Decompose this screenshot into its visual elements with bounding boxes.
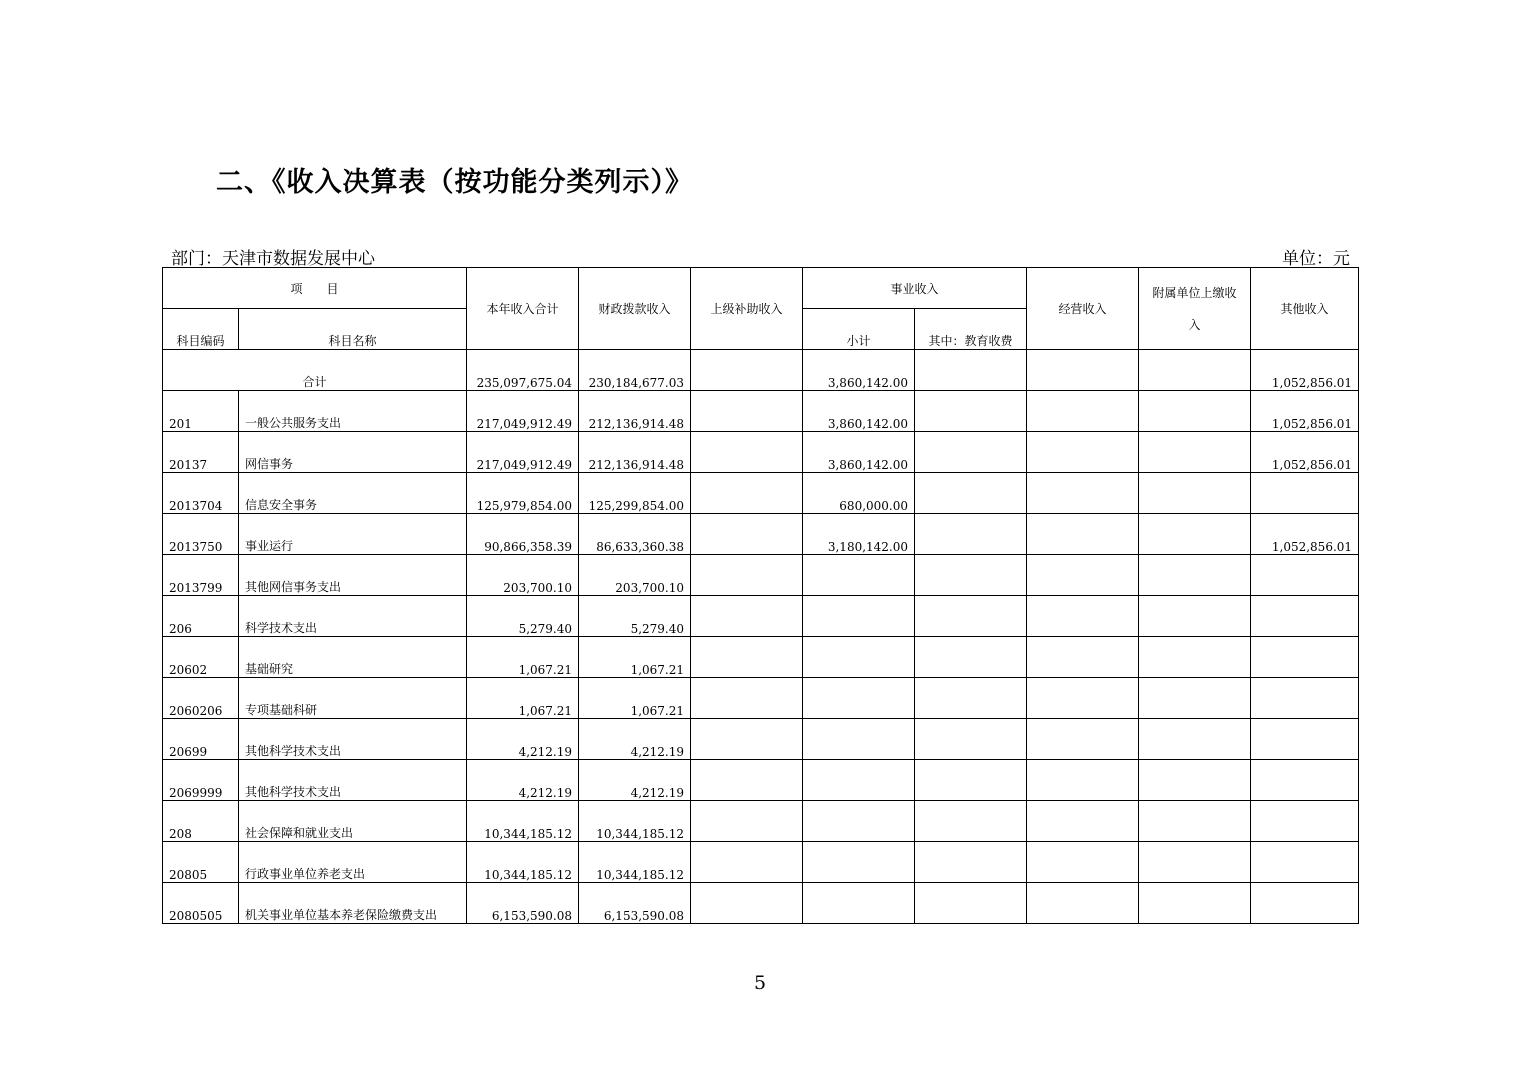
cell-affiliated [1139,432,1251,473]
cell-affiliated [1139,637,1251,678]
cell-name: 事业运行 [239,514,467,555]
cell-operating [1027,350,1139,391]
cell-operating [1027,801,1139,842]
cell-fiscal: 10,344,185.12 [579,842,691,883]
cell-edu [915,760,1027,801]
cell-total: 4,212.19 [467,760,579,801]
cell-total: 90,866,358.39 [467,514,579,555]
cell-fiscal: 125,299,854.00 [579,473,691,514]
cell-name: 行政事业单位养老支出 [239,842,467,883]
table-header [163,268,1359,350]
cell-operating [1027,883,1139,924]
cell-affiliated [1139,391,1251,432]
cell-fiscal: 203,700.10 [579,555,691,596]
cell-edu [915,391,1027,432]
cell-other [1251,842,1359,883]
header-business: 事业收入 [803,268,1027,309]
cell-superior [691,555,803,596]
department-label: 部门：天津市数据发展中心 [171,249,375,269]
table-row [163,637,1359,678]
header-affiliated-line2: 入 [1188,317,1201,332]
cell-other [1251,473,1359,514]
cell-subtotal [803,883,915,924]
cell-other [1251,719,1359,760]
cell-affiliated [1139,350,1251,391]
cell-subtotal: 3,180,142.00 [803,514,915,555]
cell-fiscal: 1,067.21 [579,637,691,678]
cell-fiscal: 4,212.19 [579,760,691,801]
cell-fiscal: 86,633,360.38 [579,514,691,555]
cell-subtotal [803,596,915,637]
total-label: 合计 [163,350,467,391]
cell-edu [915,432,1027,473]
cell-other: 1,052,856.01 [1251,514,1359,555]
cell-other [1251,801,1359,842]
header-name: 科目名称 [239,309,467,350]
cell-superior [691,637,803,678]
cell-code: 20137 [163,432,239,473]
cell-other [1251,596,1359,637]
cell-name: 其他科学技术支出 [239,719,467,760]
cell-name: 社会保障和就业支出 [239,801,467,842]
cell-fiscal: 212,136,914.48 [579,432,691,473]
header-affiliated [1139,268,1251,350]
header-code: 科目编码 [163,309,239,350]
cell-name: 专项基础科研 [239,678,467,719]
cell-other [1251,555,1359,596]
cell-operating [1027,473,1139,514]
cell-total: 6,153,590.08 [467,883,579,924]
cell-total: 203,700.10 [467,555,579,596]
cell-code: 20805 [163,842,239,883]
cell-other [1251,883,1359,924]
cell-name: 科学技术支出 [239,596,467,637]
cell-name: 网信事务 [239,432,467,473]
cell-operating [1027,391,1139,432]
cell-total: 1,067.21 [467,637,579,678]
cell-superior [691,760,803,801]
table-row [163,678,1359,719]
table-row [163,760,1359,801]
cell-affiliated [1139,555,1251,596]
table-row [163,514,1359,555]
cell-affiliated [1139,883,1251,924]
cell-other [1251,678,1359,719]
cell-superior [691,432,803,473]
cell-subtotal [803,637,915,678]
cell-code: 20699 [163,719,239,760]
cell-operating [1027,596,1139,637]
cell-code: 2013704 [163,473,239,514]
cell-subtotal: 3,860,142.00 [803,350,915,391]
cell-code: 2069999 [163,760,239,801]
cell-affiliated [1139,514,1251,555]
cell-name: 其他科学技术支出 [239,760,467,801]
cell-edu [915,678,1027,719]
cell-superior [691,801,803,842]
cell-other [1251,760,1359,801]
cell-operating [1027,432,1139,473]
cell-total: 1,067.21 [467,678,579,719]
header-superior-subsidy: 上级补助收入 [691,268,803,350]
table-row [163,801,1359,842]
cell-fiscal: 6,153,590.08 [579,883,691,924]
cell-total: 235,097,675.04 [467,350,579,391]
header-fiscal: 财政拨款收入 [579,268,691,350]
cell-total: 217,049,912.49 [467,391,579,432]
cell-affiliated [1139,473,1251,514]
cell-fiscal: 230,184,677.03 [579,350,691,391]
cell-edu [915,842,1027,883]
cell-operating [1027,514,1139,555]
cell-affiliated [1139,760,1251,801]
cell-superior [691,678,803,719]
table-body [163,350,1359,924]
header-education-fee: 其中：教育收费 [915,309,1027,350]
cell-code: 2080505 [163,883,239,924]
header-affiliated-line1: 附属单位上缴收 [1152,285,1237,300]
cell-code: 208 [163,801,239,842]
cell-name: 其他网信事务支出 [239,555,467,596]
cell-code: 2013799 [163,555,239,596]
cell-other: 1,052,856.01 [1251,432,1359,473]
cell-code: 2013750 [163,514,239,555]
cell-code: 201 [163,391,239,432]
cell-edu [915,555,1027,596]
cell-superior [691,842,803,883]
cell-subtotal: 3,860,142.00 [803,432,915,473]
cell-fiscal: 212,136,914.48 [579,391,691,432]
page-title: 二、《收入决算表（按功能分类列示）》 [216,167,693,198]
unit-label: 单位：元 [1282,249,1350,269]
cell-affiliated [1139,801,1251,842]
cell-operating [1027,678,1139,719]
cell-operating [1027,555,1139,596]
income-table [162,267,1359,924]
cell-edu [915,514,1027,555]
cell-name: 一般公共服务支出 [239,391,467,432]
cell-operating [1027,637,1139,678]
cell-edu [915,637,1027,678]
cell-affiliated [1139,842,1251,883]
header-other: 其他收入 [1251,268,1359,350]
cell-edu [915,719,1027,760]
cell-superior [691,596,803,637]
cell-name: 机关事业单位基本养老保险缴费支出 [239,883,467,924]
cell-subtotal [803,760,915,801]
cell-subtotal [803,719,915,760]
cell-edu [915,596,1027,637]
cell-code: 206 [163,596,239,637]
cell-total: 10,344,185.12 [467,801,579,842]
cell-total: 217,049,912.49 [467,432,579,473]
cell-superior [691,883,803,924]
cell-other: 1,052,856.01 [1251,350,1359,391]
cell-superior [691,473,803,514]
cell-edu [915,883,1027,924]
cell-subtotal: 680,000.00 [803,473,915,514]
cell-fiscal: 1,067.21 [579,678,691,719]
cell-edu [915,473,1027,514]
cell-superior [691,514,803,555]
cell-subtotal [803,678,915,719]
table-row [163,596,1359,637]
cell-operating [1027,842,1139,883]
cell-other [1251,637,1359,678]
header-total-income: 本年收入合计 [467,268,579,350]
table-row [163,555,1359,596]
cell-total: 4,212.19 [467,719,579,760]
header-subtotal: 小计 [803,309,915,350]
table-row [163,391,1359,432]
page-number: 5 [753,972,767,994]
cell-fiscal: 4,212.19 [579,719,691,760]
cell-subtotal: 3,860,142.00 [803,391,915,432]
cell-superior [691,350,803,391]
cell-affiliated [1139,596,1251,637]
cell-other: 1,052,856.01 [1251,391,1359,432]
cell-superior [691,719,803,760]
cell-subtotal [803,842,915,883]
cell-operating [1027,760,1139,801]
cell-subtotal [803,801,915,842]
cell-code: 20602 [163,637,239,678]
cell-operating [1027,719,1139,760]
cell-fiscal: 10,344,185.12 [579,801,691,842]
cell-edu [915,350,1027,391]
table-row [163,883,1359,924]
cell-total: 5,279.40 [467,596,579,637]
cell-subtotal [803,555,915,596]
table-row [163,432,1359,473]
cell-total: 10,344,185.12 [467,842,579,883]
header-operating: 经营收入 [1027,268,1139,350]
table-row [163,473,1359,514]
cell-fiscal: 5,279.40 [579,596,691,637]
header-item: 项 目 [163,268,467,309]
cell-affiliated [1139,678,1251,719]
cell-edu [915,801,1027,842]
table-row [163,719,1359,760]
cell-name: 基础研究 [239,637,467,678]
table-row-total [163,350,1359,391]
cell-total: 125,979,854.00 [467,473,579,514]
cell-superior [691,391,803,432]
cell-name: 信息安全事务 [239,473,467,514]
table-row [163,842,1359,883]
cell-affiliated [1139,719,1251,760]
cell-code: 2060206 [163,678,239,719]
